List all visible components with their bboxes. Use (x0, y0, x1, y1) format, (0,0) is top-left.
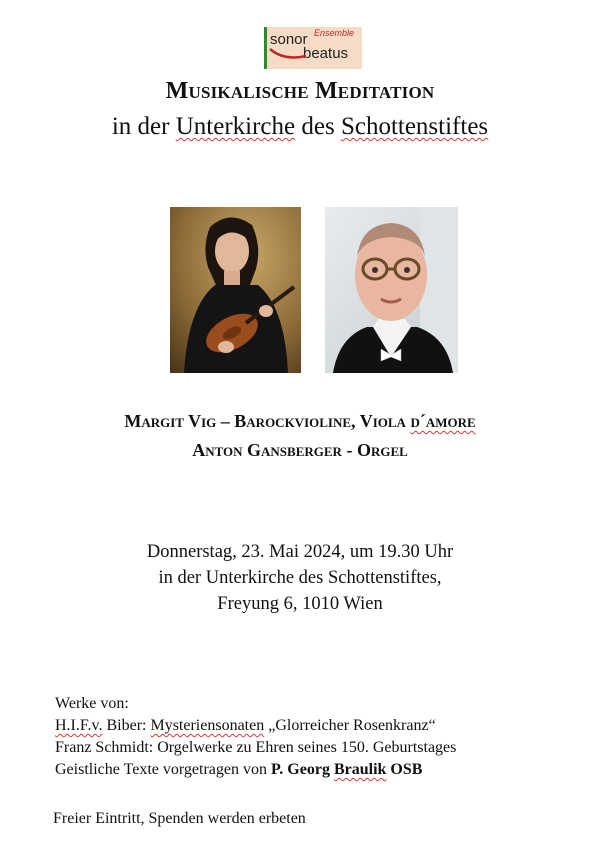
performer-line-violin: Margit Vig – Barockvioline, Viola d´amore (124, 411, 476, 431)
logo-swoosh-icon (268, 47, 308, 61)
works-schmidt: Franz Schmidt: Orgelwerke zu Ehren seines 150. Geburtstages (55, 739, 457, 756)
logo-ensemble-text: Ensemble (314, 28, 355, 38)
logo-green-bar (264, 27, 267, 69)
admission-note: Freier Eintritt, Spenden werden erbeten (53, 810, 306, 827)
works-texts: Geistliche Texte vorgetragen von P. Georg Braulik OSB (55, 761, 423, 778)
photo-organist (325, 207, 458, 373)
page-title: Musikalische Meditation (165, 78, 435, 104)
works-biber: H.I.F.v. Biber: Mysteriensonaten „Glorreicher Rosenkranz“ (55, 717, 436, 734)
event-venue: in der Unterkirche des Schottenstiftes, (158, 568, 442, 588)
logo-beatus-text: beatus (303, 45, 349, 62)
photo-violinist (170, 207, 301, 373)
page-subtitle: in der Unterkirche des Schottenstiftes (111, 113, 489, 140)
logo-sonor-text: sonor (270, 31, 308, 48)
performer-line-organ: Anton Gansberger - Orgel (192, 440, 408, 460)
event-date: Donnerstag, 23. Mai 2024, um 19.30 Uhr (146, 542, 454, 562)
works-heading: Werke von: (55, 695, 129, 712)
event-address: Freyung 6, 1010 Wien (217, 594, 383, 614)
ensemble-logo (264, 27, 362, 69)
